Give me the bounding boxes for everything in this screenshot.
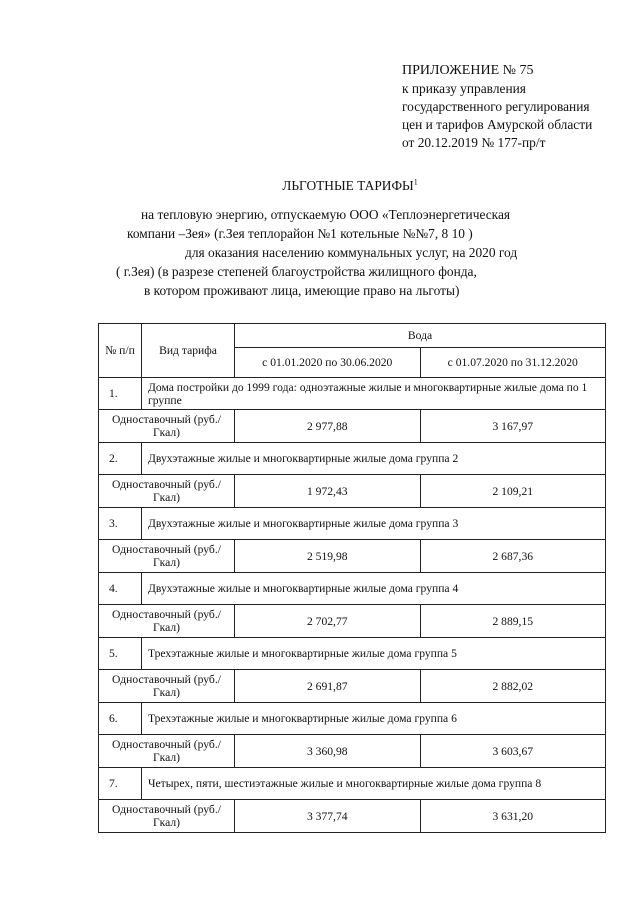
annex-heading: ПРИЛОЖЕНИЕ № 75 bbox=[402, 63, 534, 78]
tariff-value-period-1: 2 702,77 bbox=[235, 605, 421, 638]
table-value-row bbox=[99, 540, 606, 573]
annex-block bbox=[402, 62, 632, 152]
tariff-table bbox=[98, 323, 606, 833]
group-description: Двухэтажные жилые и многоквартирные жилые дома группа 3 bbox=[142, 508, 606, 540]
tariff-value-period-1: 2 519,98 bbox=[235, 540, 421, 573]
row-number: 6. bbox=[99, 703, 142, 735]
tariff-type: Одноставочный (руб./Гкал) bbox=[99, 670, 235, 703]
tariff-value-period-2: 3 631,20 bbox=[420, 800, 606, 833]
tariff-type: Одноставочный (руб./Гкал) bbox=[99, 410, 235, 443]
tariff-value-period-1: 1 972,43 bbox=[235, 475, 421, 508]
subtitle-line: ( г.Зея) (в разрезе степеней благоустройства жилищного фонда, bbox=[116, 264, 477, 279]
table-value-row bbox=[99, 670, 606, 703]
subtitle-line: в котором проживают лица, имеющие право на льготы) bbox=[144, 283, 460, 298]
tariff-value-period-2: 3 603,67 bbox=[420, 735, 606, 768]
header-period-2: с 01.07.2020 по 31.12.2020 bbox=[420, 348, 606, 378]
tariff-value-period-1: 2 977,88 bbox=[235, 410, 421, 443]
header-num: № п/п bbox=[99, 324, 142, 378]
row-number: 1. bbox=[99, 378, 142, 410]
tariff-value-period-1: 2 691,87 bbox=[235, 670, 421, 703]
table-group-row bbox=[99, 638, 606, 670]
table-value-row bbox=[99, 410, 606, 443]
row-number: 2. bbox=[99, 443, 142, 475]
annex-line: государственного регулирования bbox=[402, 99, 590, 114]
row-number: 7. bbox=[99, 768, 142, 800]
table-value-row bbox=[99, 475, 606, 508]
row-number: 3. bbox=[99, 508, 142, 540]
subtitle-line: компани –Зея» (г.Зея теплорайон №1 котельные №№7, 8 10 ) bbox=[127, 226, 473, 241]
tariff-value-period-2: 2 687,36 bbox=[420, 540, 606, 573]
subtitle-line: на тепловую энергию, отпускаемую ООО «Теплоэнергетическая bbox=[141, 207, 511, 222]
tariff-type: Одноставочный (руб./Гкал) bbox=[99, 800, 235, 833]
table-group-row bbox=[99, 703, 606, 735]
row-number: 4. bbox=[99, 573, 142, 605]
tariff-value-period-1: 3 360,98 bbox=[235, 735, 421, 768]
annex-line: цен и тарифов Амурской области bbox=[402, 117, 593, 132]
tariff-value-period-2: 2 882,02 bbox=[420, 670, 606, 703]
header-type: Вид тарифа bbox=[142, 324, 235, 378]
document-title bbox=[30, 178, 640, 194]
group-description: Двухэтажные жилые и многоквартирные жилые дома группа 4 bbox=[142, 573, 606, 605]
tariff-type: Одноставочный (руб./Гкал) bbox=[99, 735, 235, 768]
table-value-row bbox=[99, 735, 606, 768]
row-number: 5. bbox=[99, 638, 142, 670]
header-period-1: с 01.01.2020 по 30.06.2020 bbox=[235, 348, 421, 378]
table-group-row bbox=[99, 443, 606, 475]
subtitle-line: для оказания населению коммунальных услуг, на 2020 год bbox=[185, 245, 518, 260]
table-body bbox=[99, 378, 606, 833]
tariff-type: Одноставочный (руб./Гкал) bbox=[99, 605, 235, 638]
tariff-value-period-2: 3 167,97 bbox=[420, 410, 606, 443]
tariff-value-period-2: 2 889,15 bbox=[420, 605, 606, 638]
title-text: ЛЬГОТНЫЕ ТАРИФЫ bbox=[282, 178, 414, 193]
header-group: Вода bbox=[235, 324, 606, 348]
tariff-type: Одноставочный (руб./Гкал) bbox=[99, 540, 235, 573]
tariff-type: Одноставочный (руб./Гкал) bbox=[99, 475, 235, 508]
tariff-value-period-2: 2 109,21 bbox=[420, 475, 606, 508]
table-value-row bbox=[99, 605, 606, 638]
group-description: Четырех, пяти, шестиэтажные жилые и многоквартирные жилые дома группа 8 bbox=[142, 768, 606, 800]
group-description: Дома постройки до 1999 года: одноэтажные жилые и многоквартирные жилые дома по 1 группе bbox=[142, 378, 606, 410]
annex-line: от 20.12.2019 № 177-пр/т bbox=[402, 135, 546, 150]
table-value-row bbox=[99, 800, 606, 833]
annex-line: к приказу управления bbox=[402, 81, 526, 96]
document-subtitle bbox=[0, 205, 640, 300]
table-group-row bbox=[99, 378, 606, 410]
tariff-value-period-1: 3 377,74 bbox=[235, 800, 421, 833]
title-footnote: 1 bbox=[413, 177, 418, 187]
table-group-row bbox=[99, 508, 606, 540]
group-description: Трехэтажные жилые и многоквартирные жилые дома группа 6 bbox=[142, 703, 606, 735]
table-group-row bbox=[99, 573, 606, 605]
group-description: Двухэтажные жилые и многоквартирные жилые дома группа 2 bbox=[142, 443, 606, 475]
group-description: Трехэтажные жилые и многоквартирные жилые дома группа 5 bbox=[142, 638, 606, 670]
table-group-row bbox=[99, 768, 606, 800]
